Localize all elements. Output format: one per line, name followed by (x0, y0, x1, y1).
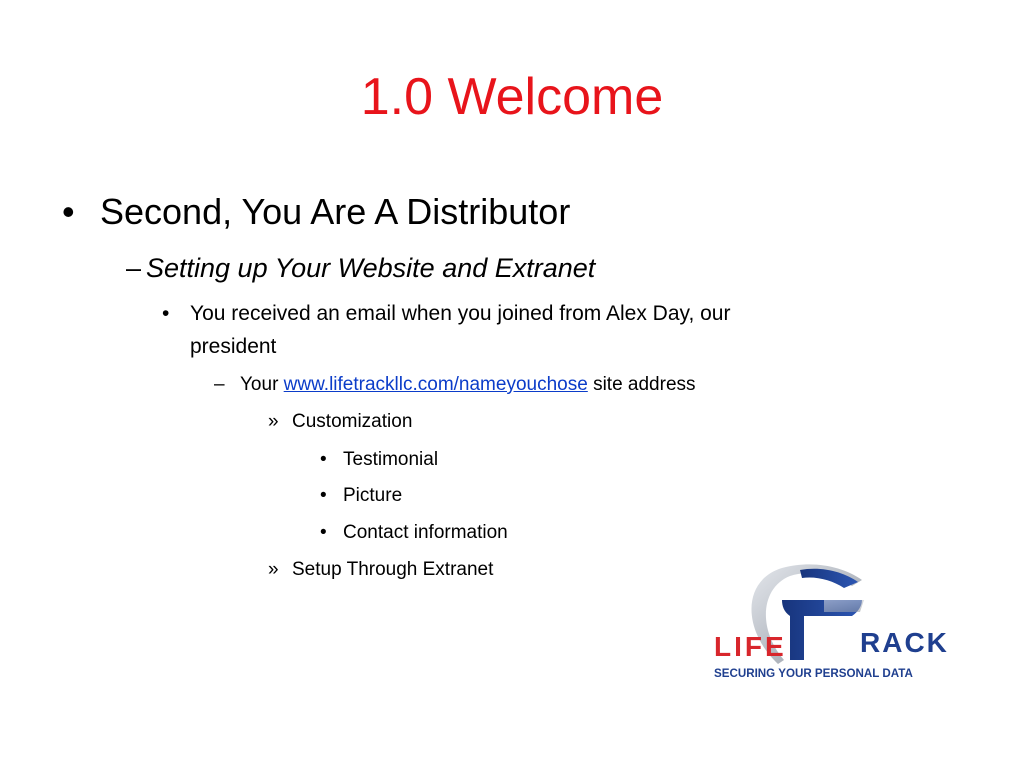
logo-word-left: LIFE (714, 631, 787, 662)
dash-marker: – (214, 374, 225, 395)
bullet-level-3 (162, 297, 882, 363)
chevron-marker: » (268, 559, 279, 580)
bullet-text: Setting up Your Website and Extranet (146, 253, 596, 283)
bullet-level-2 (126, 248, 595, 288)
sub-bullet-text: Picture (343, 485, 403, 506)
bullet-text-line-2: president (190, 335, 277, 358)
bullet-prefix: Your (240, 374, 279, 395)
sub-bullet (320, 518, 508, 548)
bullet-text: Customization (292, 411, 413, 432)
bullet-text: Setup Through Extranet (292, 559, 494, 580)
bullet-marker: • (320, 449, 327, 470)
sub-bullet (320, 445, 438, 475)
bullet-level-5 (268, 407, 412, 437)
bullet-text: Second, You Are A Distributor (100, 191, 571, 232)
bullet-suffix: site address (593, 374, 696, 395)
logo-tagline: SECURING YOUR PERSONAL DATA (714, 667, 913, 680)
bullet-marker: • (162, 302, 170, 325)
dash-marker: – (126, 253, 142, 283)
slide-title: 1.0 Welcome (360, 68, 664, 126)
logo-word-right: RACK (860, 627, 949, 658)
lifetrack-logo (712, 560, 972, 690)
sub-bullet (320, 481, 402, 511)
bullet-level-5 (268, 555, 493, 585)
bullet-text-line-1: You received an email when you joined from Alex Day, our (190, 302, 731, 325)
bullet-marker: • (320, 522, 327, 543)
sub-bullet-text: Testimonial (343, 449, 439, 470)
website-link[interactable]: www.lifetrackllc.com/nameyouchose (283, 374, 588, 395)
bullet-marker: • (320, 485, 327, 506)
chevron-marker: » (268, 411, 279, 432)
bullet-marker: • (62, 191, 75, 232)
sub-bullet-text: Contact information (343, 522, 508, 543)
bullet-level-4 (214, 370, 696, 400)
bullet-level-1 (62, 188, 570, 236)
